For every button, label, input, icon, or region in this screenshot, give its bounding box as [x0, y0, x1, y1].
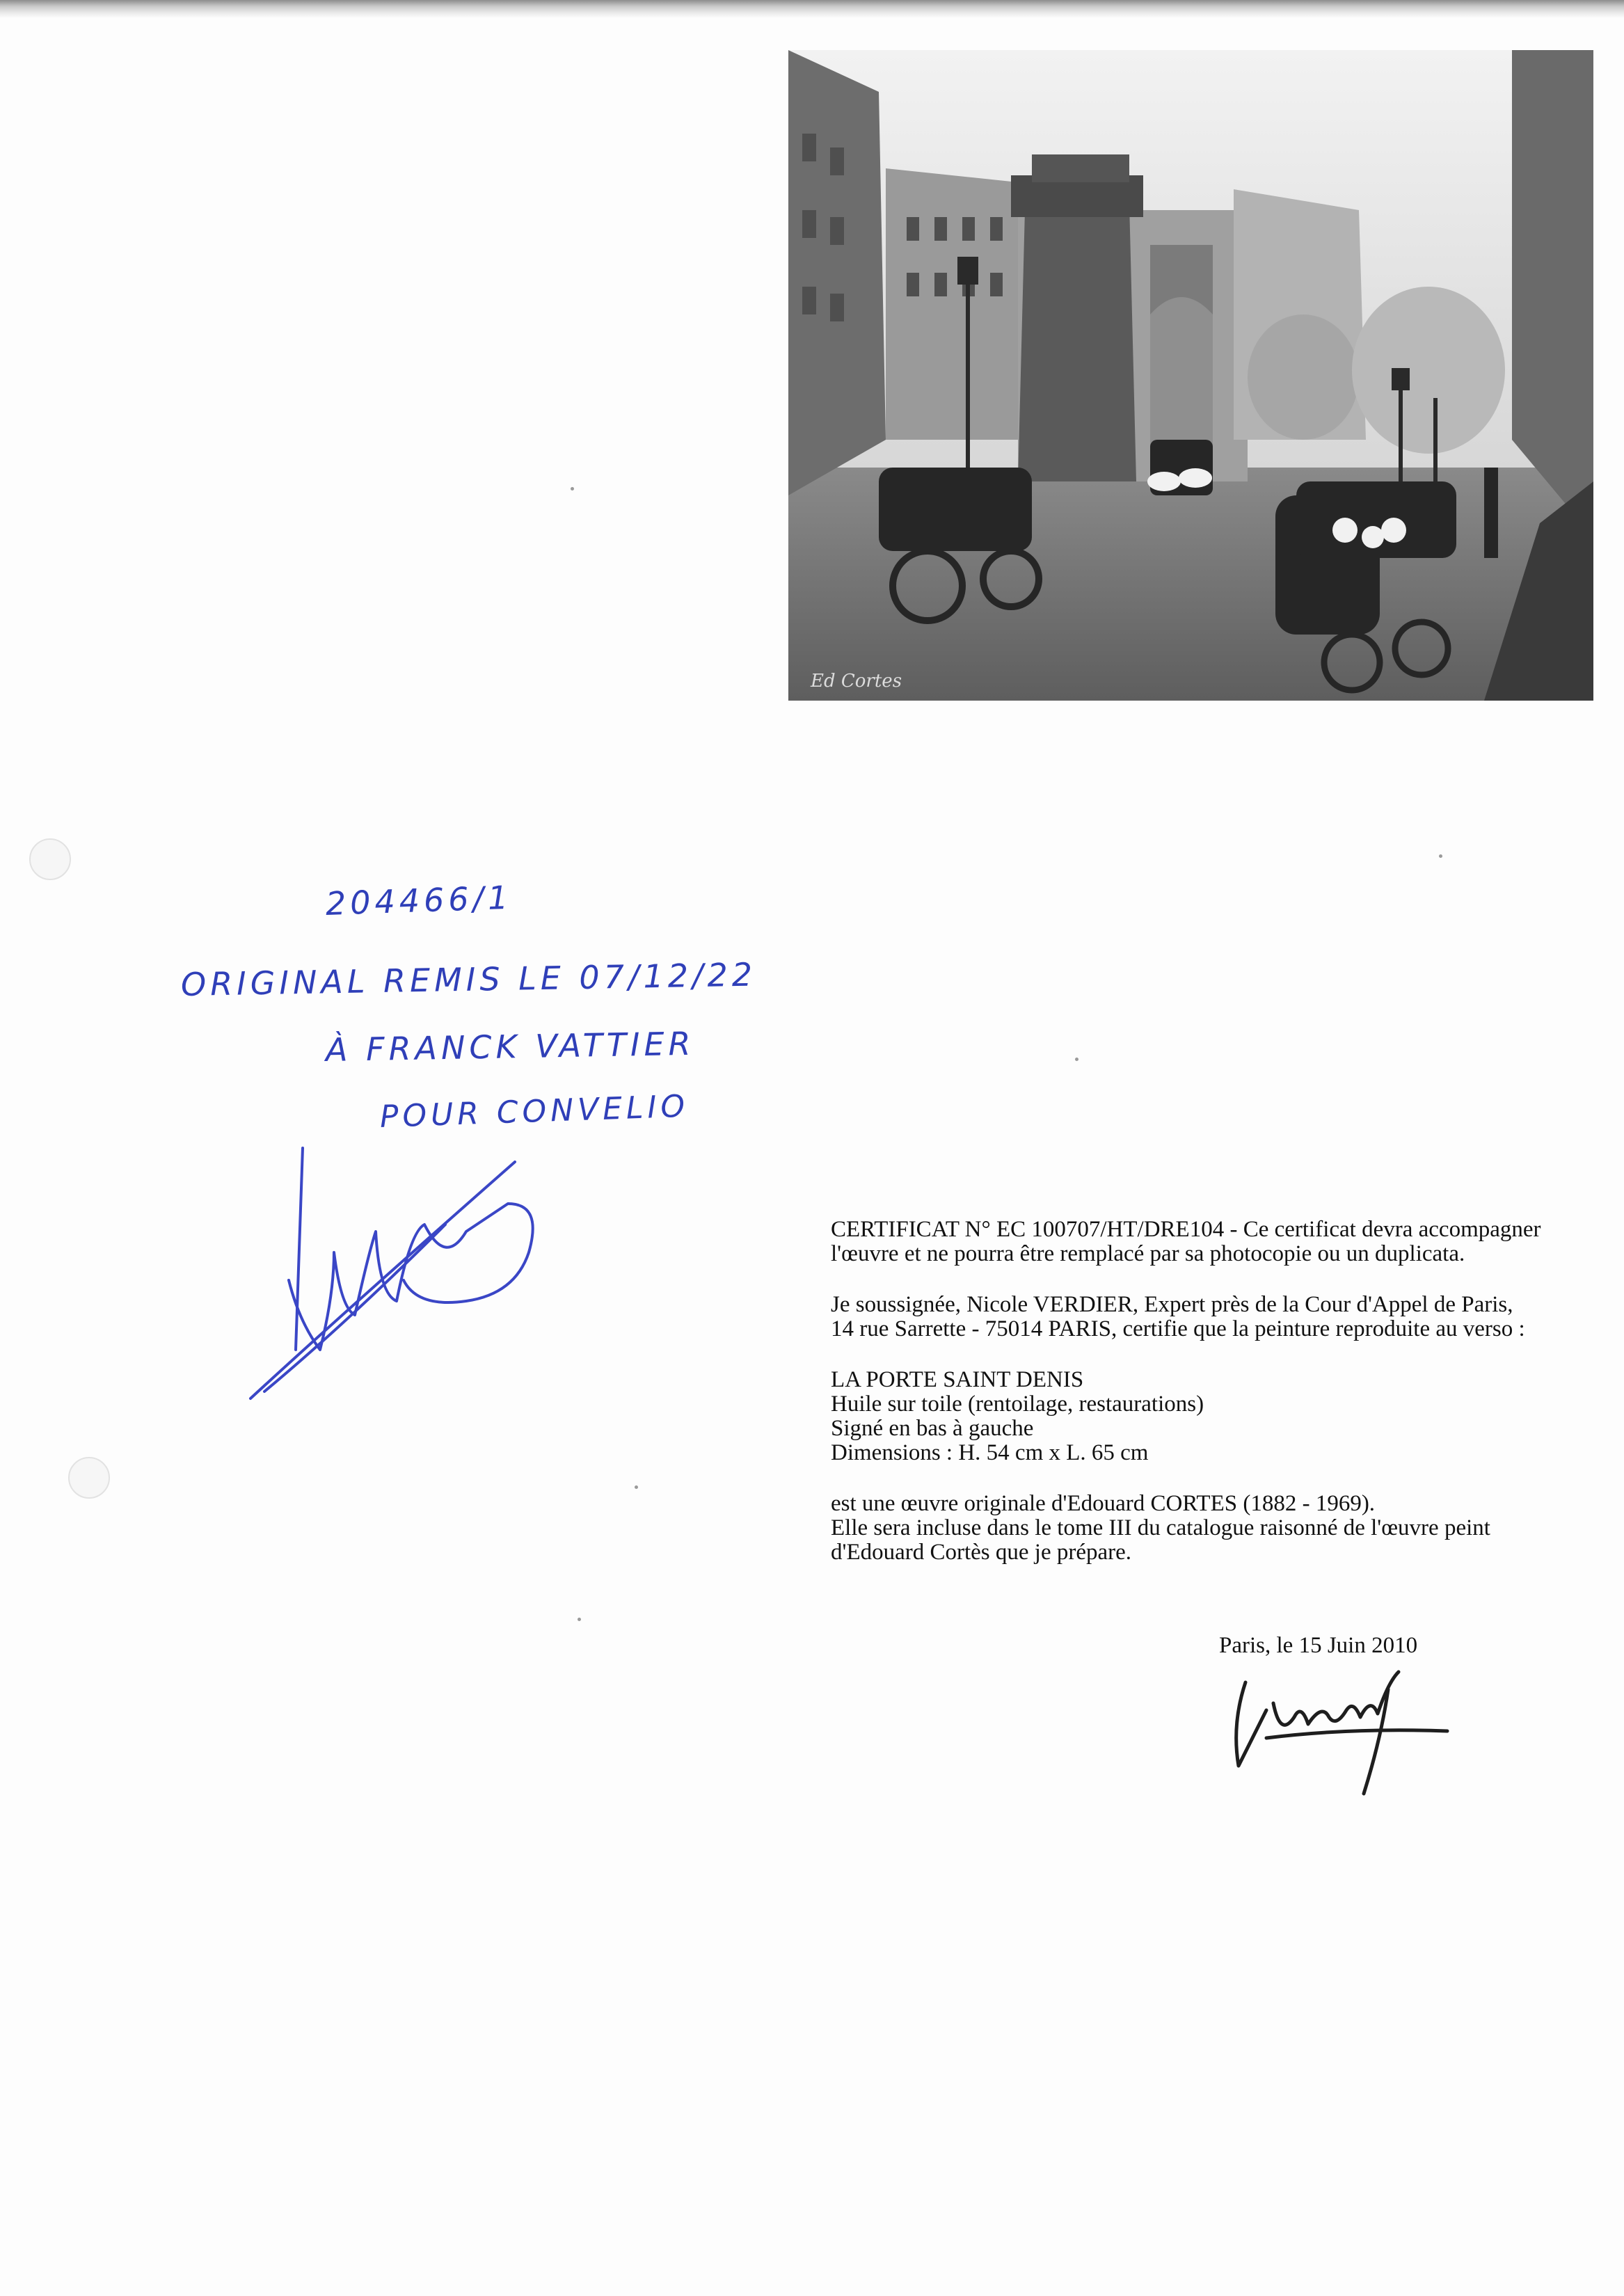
artwork-dimensions: Dimensions : H. 54 cm x L. 65 cm: [831, 1440, 1149, 1465]
handwritten-note-line: ORIGINAL REMIS LE 07/12/22: [180, 955, 757, 1003]
artwork-medium: Huile sur toile (rentoilage, restaurations): [831, 1392, 1204, 1417]
handwritten-note-line: À FRANCK VATTIER: [325, 1024, 695, 1069]
certificate-text: [831, 1218, 1561, 1565]
painting-reproduction: [788, 50, 1593, 701]
certificate-date: Paris, le 15 Juin 2010: [1219, 1633, 1418, 1658]
street-scene-painting-icon: [788, 50, 1593, 701]
artwork-signed: Signé en bas à gauche: [831, 1416, 1034, 1441]
handwritten-signature-icon: [237, 1141, 557, 1405]
artwork-title: LA PORTE SAINT DENIS: [831, 1367, 1084, 1392]
scan-edge: [0, 0, 1624, 18]
scan-speck: [1439, 854, 1442, 858]
scan-speck: [1075, 1058, 1078, 1061]
scan-speck: [571, 487, 574, 491]
certificate-line: l'œuvre et ne pourra être remplacé par sa photocopie ou un duplicata.: [831, 1241, 1465, 1266]
punch-hole: [29, 838, 71, 880]
punch-hole: [68, 1457, 110, 1499]
certificate-line: Je soussignée, Nicole VERDIER, Expert près de la Cour d'Appel de Paris,: [831, 1292, 1513, 1317]
certificate-line: d'Edouard Cortès que je prépare.: [831, 1540, 1132, 1565]
certificate-line: Elle sera incluse dans le tome III du catalogue raisonné de l'œuvre peint: [831, 1515, 1490, 1540]
scan-speck: [635, 1485, 638, 1489]
certificate-line: 14 rue Sarrette - 75014 PARIS, certifie que la peinture reproduite au verso :: [831, 1316, 1525, 1341]
certificate-line: CERTIFICAT N° EC 100707/HT/DRE104 - Ce certificat devra accompagner: [831, 1217, 1541, 1242]
scan-speck: [578, 1618, 581, 1621]
certificate-line: est une œuvre originale d'Edouard CORTES (1882 - 1969).: [831, 1491, 1376, 1516]
handwritten-note-line: POUR CONVELIO: [379, 1088, 690, 1135]
verdier-signature-icon: [1225, 1661, 1454, 1801]
svg-text:Ed Cortes: Ed Cortes: [811, 671, 902, 692]
handwritten-reference: 204466/1: [325, 878, 514, 923]
